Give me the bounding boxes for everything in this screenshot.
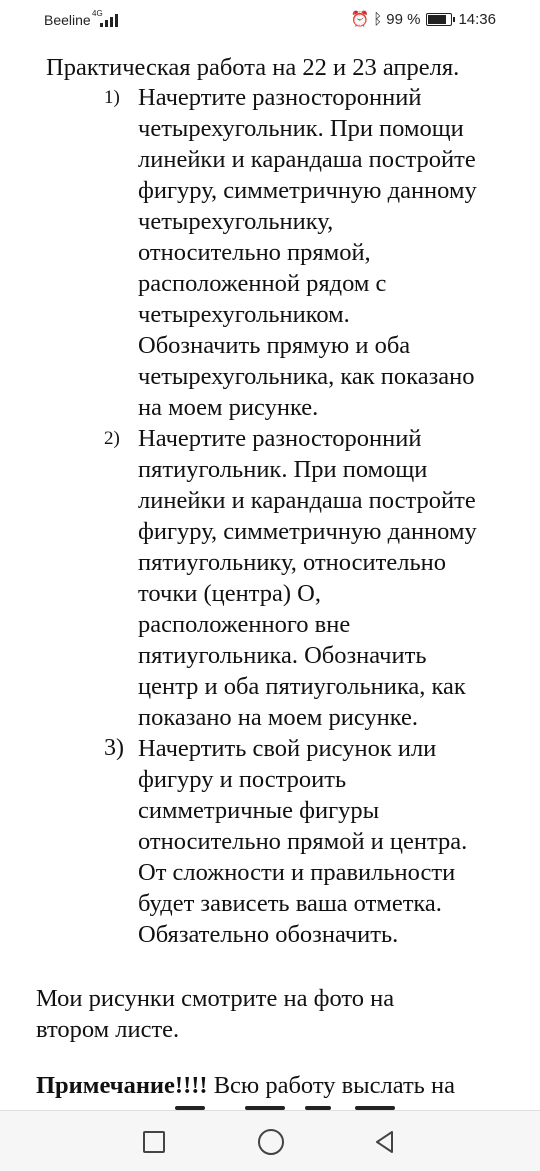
task-text-line: четырехугольником. [138,301,350,328]
task-text-line: относительно прямой, [138,239,371,266]
task-text-line: линейки и карандаша постройте [138,487,476,514]
task-item [0,733,510,950]
task-text-line: Обязательно обозначить. [138,921,399,948]
task-text-line: относительно прямой и центра. [138,828,468,855]
task-text-line: пятиугольнику, относительно [138,549,446,576]
note-paragraph [36,983,394,1045]
signal-icon [96,13,118,27]
home-icon[interactable] [258,1129,284,1155]
task-item [0,82,510,423]
task-text-line: Начертить свой рисунок или [138,735,437,762]
task-text-line: четырехугольнику, [138,208,334,235]
remark-label: Примечание!!!! [36,1072,208,1099]
note-text-line: втором листе. [36,1016,180,1043]
task-text-line: линейки и карандаша постройте [138,146,476,173]
task-text-line: пятиугольник. При помощи [138,456,428,483]
status-bar [0,0,540,40]
task-text-line: расположенного вне [138,611,351,638]
task-text-line: четырехугольник. При помощи [138,115,464,142]
task-number: 3) [104,735,124,761]
alarm-icon: ⏰ [350,11,370,28]
task-list [0,82,510,950]
remark-paragraph [36,1070,455,1101]
task-number: 2) [104,428,120,449]
task-text-line: фигуру и построить [138,766,347,793]
task-text-line: пятиугольника. Обозначить [138,642,427,669]
task-text-line: фигуру, симметричную данному [138,177,477,204]
task-text-line: на моем рисунке. [138,394,319,421]
task-text-line: симметричные фигуры [138,797,380,824]
network-type: 4G [92,9,103,18]
navigation-bar [0,1110,540,1171]
task-text-line: Обозначить прямую и оба [138,332,411,359]
battery-icon [426,13,452,26]
note-text-line: Мои рисунки смотрите на фото на [36,985,395,1012]
battery-percent: 99 % [386,10,421,28]
remark-text: Всю работу выслать на [207,1072,455,1099]
task-text-line: Начертите разносторонний [138,84,422,111]
task-text-line: будет зависеть ваша отметка. [138,890,442,917]
task-text-line: четырехугольника, как показано [138,363,475,390]
status-right [351,10,496,28]
document-page[interactable] [0,40,540,1110]
document-title: Практическая работа на 22 и 23 апреля. [46,54,460,81]
task-text-line: фигуру, симметричную данному [138,518,477,545]
task-text-line: От сложности и правильности [138,859,456,886]
task-text-line: показано на моем рисунке. [138,704,419,731]
task-text-line: Начертите разносторонний [138,425,422,452]
task-number: 1) [104,87,120,108]
clock: 14:36 [458,10,496,28]
task-text-line: центр и оба пятиугольника, как [138,673,466,700]
task-text-line: расположенной рядом с [138,270,387,297]
carrier-name: Beeline [44,12,91,28]
recent-apps-icon[interactable] [143,1131,165,1153]
bluetooth-icon: ᛒ [373,10,383,28]
task-text-line: точки (центра) О, [138,580,321,607]
task-item [0,423,510,733]
back-icon[interactable] [372,1129,398,1155]
